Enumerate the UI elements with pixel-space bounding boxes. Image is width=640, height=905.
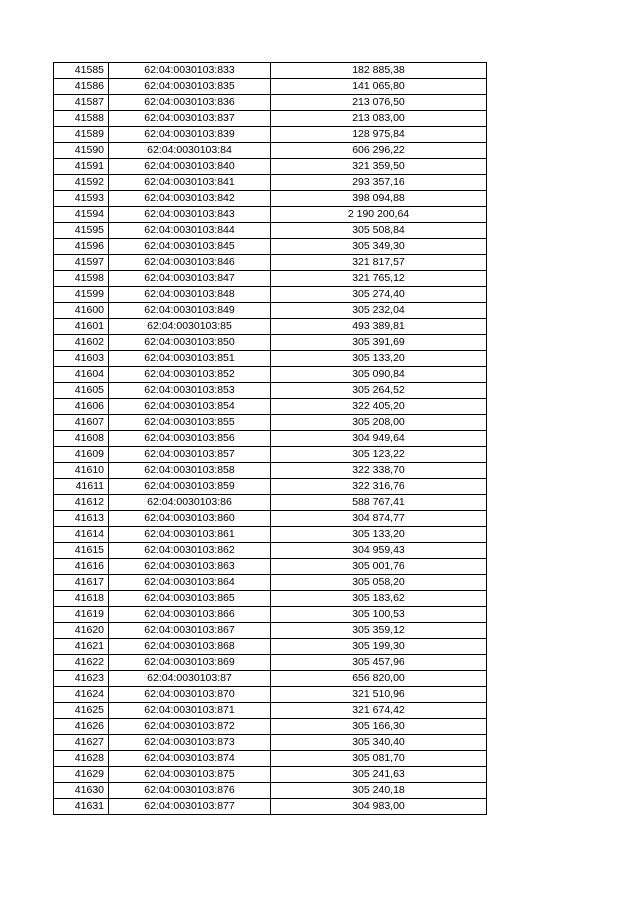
row-number-cell: 41618: [54, 591, 109, 607]
row-number-cell: 41600: [54, 303, 109, 319]
row-number-cell: 41625: [54, 703, 109, 719]
cadastral-value-cell: 322 316,76: [271, 479, 487, 495]
table-row: [54, 591, 487, 607]
row-number-cell: 41592: [54, 175, 109, 191]
cadastral-number-cell: 62:04:0030103:873: [109, 735, 271, 751]
cadastral-number-cell: 62:04:0030103:870: [109, 687, 271, 703]
table-row: [54, 751, 487, 767]
cadastral-number-cell: 62:04:0030103:840: [109, 159, 271, 175]
cadastral-number-cell: 62:04:0030103:851: [109, 351, 271, 367]
cadastral-number-cell: 62:04:0030103:854: [109, 399, 271, 415]
cadastral-number-cell: 62:04:0030103:846: [109, 255, 271, 271]
row-number-cell: 41614: [54, 527, 109, 543]
cadastral-number-cell: 62:04:0030103:837: [109, 111, 271, 127]
table-row: [54, 783, 487, 799]
table-row: [54, 703, 487, 719]
table-row: [54, 383, 487, 399]
cadastral-number-cell: 62:04:0030103:858: [109, 463, 271, 479]
cadastral-value-cell: 305 457,96: [271, 655, 487, 671]
row-number-cell: 41612: [54, 495, 109, 511]
row-number-cell: 41597: [54, 255, 109, 271]
table-row: [54, 527, 487, 543]
cadastral-value-cell: 213 076,50: [271, 95, 487, 111]
table-row: [54, 719, 487, 735]
cadastral-number-cell: 62:04:0030103:87: [109, 671, 271, 687]
table-row: [54, 479, 487, 495]
cadastral-value-cell: 305 241,63: [271, 767, 487, 783]
cadastral-number-cell: 62:04:0030103:843: [109, 207, 271, 223]
cadastral-number-cell: 62:04:0030103:875: [109, 767, 271, 783]
row-number-cell: 41609: [54, 447, 109, 463]
cadastral-number-cell: 62:04:0030103:84: [109, 143, 271, 159]
cadastral-number-cell: 62:04:0030103:868: [109, 639, 271, 655]
cadastral-value-cell: 305 081,70: [271, 751, 487, 767]
row-number-cell: 41586: [54, 79, 109, 95]
cadastral-number-cell: 62:04:0030103:86: [109, 495, 271, 511]
table-row: [54, 303, 487, 319]
table-body: [54, 63, 487, 815]
cadastral-value-cell: 322 405,20: [271, 399, 487, 415]
cadastral-value-cell: 305 123,22: [271, 447, 487, 463]
table-row: [54, 207, 487, 223]
cadastral-value-cell: 304 949,64: [271, 431, 487, 447]
cadastral-number-cell: 62:04:0030103:860: [109, 511, 271, 527]
cadastral-number-cell: 62:04:0030103:845: [109, 239, 271, 255]
cadastral-value-table: [53, 62, 487, 815]
row-number-cell: 41630: [54, 783, 109, 799]
row-number-cell: 41593: [54, 191, 109, 207]
row-number-cell: 41628: [54, 751, 109, 767]
row-number-cell: 41617: [54, 575, 109, 591]
cadastral-value-cell: 305 240,18: [271, 783, 487, 799]
table-row: [54, 415, 487, 431]
row-number-cell: 41588: [54, 111, 109, 127]
table-row: [54, 399, 487, 415]
cadastral-value-cell: 305 001,76: [271, 559, 487, 575]
table-row: [54, 447, 487, 463]
cadastral-number-cell: 62:04:0030103:841: [109, 175, 271, 191]
table-row: [54, 671, 487, 687]
row-number-cell: 41605: [54, 383, 109, 399]
row-number-cell: 41607: [54, 415, 109, 431]
table-row: [54, 159, 487, 175]
table-row: [54, 319, 487, 335]
table-row: [54, 639, 487, 655]
cadastral-number-cell: 62:04:0030103:855: [109, 415, 271, 431]
row-number-cell: 41622: [54, 655, 109, 671]
cadastral-value-cell: 141 065,80: [271, 79, 487, 95]
table-row: [54, 271, 487, 287]
cadastral-number-cell: 62:04:0030103:864: [109, 575, 271, 591]
cadastral-number-cell: 62:04:0030103:874: [109, 751, 271, 767]
row-number-cell: 41594: [54, 207, 109, 223]
table-row: [54, 367, 487, 383]
row-number-cell: 41610: [54, 463, 109, 479]
cadastral-number-cell: 62:04:0030103:850: [109, 335, 271, 351]
cadastral-value-cell: 305 133,20: [271, 527, 487, 543]
table-row: [54, 79, 487, 95]
cadastral-value-cell: 305 274,40: [271, 287, 487, 303]
cadastral-value-cell: 305 391,69: [271, 335, 487, 351]
cadastral-value-cell: 322 338,70: [271, 463, 487, 479]
cadastral-number-cell: 62:04:0030103:872: [109, 719, 271, 735]
row-number-cell: 41591: [54, 159, 109, 175]
cadastral-number-cell: 62:04:0030103:848: [109, 287, 271, 303]
table-row: [54, 143, 487, 159]
row-number-cell: 41596: [54, 239, 109, 255]
row-number-cell: 41631: [54, 799, 109, 815]
cadastral-value-cell: 304 959,43: [271, 543, 487, 559]
row-number-cell: 41590: [54, 143, 109, 159]
cadastral-number-cell: 62:04:0030103:836: [109, 95, 271, 111]
cadastral-number-cell: 62:04:0030103:856: [109, 431, 271, 447]
cadastral-number-cell: 62:04:0030103:849: [109, 303, 271, 319]
cadastral-number-cell: 62:04:0030103:85: [109, 319, 271, 335]
table-row: [54, 655, 487, 671]
cadastral-value-cell: 305 100,53: [271, 607, 487, 623]
cadastral-value-cell: 305 183,62: [271, 591, 487, 607]
cadastral-value-cell: 305 090,84: [271, 367, 487, 383]
cadastral-number-cell: 62:04:0030103:869: [109, 655, 271, 671]
table-row: [54, 575, 487, 591]
cadastral-number-cell: 62:04:0030103:852: [109, 367, 271, 383]
table-row: [54, 95, 487, 111]
table-row: [54, 351, 487, 367]
table-row: [54, 767, 487, 783]
table-row: [54, 511, 487, 527]
table-row: [54, 735, 487, 751]
table-row: [54, 335, 487, 351]
table-row: [54, 287, 487, 303]
row-number-cell: 41627: [54, 735, 109, 751]
row-number-cell: 41599: [54, 287, 109, 303]
cadastral-value-cell: 305 340,40: [271, 735, 487, 751]
cadastral-value-cell: 606 296,22: [271, 143, 487, 159]
table-row: [54, 799, 487, 815]
row-number-cell: 41603: [54, 351, 109, 367]
cadastral-value-cell: 305 232,04: [271, 303, 487, 319]
cadastral-value-cell: 493 389,81: [271, 319, 487, 335]
cadastral-number-cell: 62:04:0030103:844: [109, 223, 271, 239]
table-row: [54, 127, 487, 143]
cadastral-number-cell: 62:04:0030103:861: [109, 527, 271, 543]
cadastral-number-cell: 62:04:0030103:877: [109, 799, 271, 815]
cadastral-value-cell: 213 083,00: [271, 111, 487, 127]
cadastral-value-cell: 128 975,84: [271, 127, 487, 143]
cadastral-value-cell: 321 510,96: [271, 687, 487, 703]
row-number-cell: 41601: [54, 319, 109, 335]
row-number-cell: 41623: [54, 671, 109, 687]
row-number-cell: 41598: [54, 271, 109, 287]
cadastral-number-cell: 62:04:0030103:863: [109, 559, 271, 575]
cadastral-value-cell: 304 874,77: [271, 511, 487, 527]
cadastral-number-cell: 62:04:0030103:842: [109, 191, 271, 207]
cadastral-value-cell: 305 264,52: [271, 383, 487, 399]
row-number-cell: 41604: [54, 367, 109, 383]
table-row: [54, 63, 487, 79]
table-row: [54, 223, 487, 239]
cadastral-number-cell: 62:04:0030103:865: [109, 591, 271, 607]
row-number-cell: 41624: [54, 687, 109, 703]
cadastral-value-cell: 305 166,30: [271, 719, 487, 735]
cadastral-value-cell: 305 208,00: [271, 415, 487, 431]
cadastral-value-cell: 182 885,38: [271, 63, 487, 79]
cadastral-value-cell: 304 983,00: [271, 799, 487, 815]
cadastral-value-cell: 305 508,84: [271, 223, 487, 239]
cadastral-number-cell: 62:04:0030103:871: [109, 703, 271, 719]
table-row: [54, 239, 487, 255]
row-number-cell: 41585: [54, 63, 109, 79]
cadastral-number-cell: 62:04:0030103:853: [109, 383, 271, 399]
cadastral-value-cell: 293 357,16: [271, 175, 487, 191]
table-row: [54, 495, 487, 511]
cadastral-value-cell: 656 820,00: [271, 671, 487, 687]
row-number-cell: 41608: [54, 431, 109, 447]
cadastral-value-cell: 588 767,41: [271, 495, 487, 511]
cadastral-value-cell: 2 190 200,64: [271, 207, 487, 223]
table-row: [54, 463, 487, 479]
row-number-cell: 41616: [54, 559, 109, 575]
table-row: [54, 559, 487, 575]
cadastral-value-cell: 398 094,88: [271, 191, 487, 207]
table-row: [54, 111, 487, 127]
cadastral-number-cell: 62:04:0030103:835: [109, 79, 271, 95]
row-number-cell: 41621: [54, 639, 109, 655]
row-number-cell: 41620: [54, 623, 109, 639]
row-number-cell: 41602: [54, 335, 109, 351]
cadastral-value-cell: 305 349,30: [271, 239, 487, 255]
row-number-cell: 41615: [54, 543, 109, 559]
cadastral-number-cell: 62:04:0030103:847: [109, 271, 271, 287]
cadastral-value-cell: 321 817,57: [271, 255, 487, 271]
table-row: [54, 543, 487, 559]
table-row: [54, 623, 487, 639]
cadastral-value-cell: 305 199,30: [271, 639, 487, 655]
cadastral-number-cell: 62:04:0030103:866: [109, 607, 271, 623]
cadastral-value-cell: 305 133,20: [271, 351, 487, 367]
cadastral-value-cell: 305 359,12: [271, 623, 487, 639]
table-row: [54, 191, 487, 207]
row-number-cell: 41606: [54, 399, 109, 415]
row-number-cell: 41587: [54, 95, 109, 111]
cadastral-value-cell: 321 765,12: [271, 271, 487, 287]
cadastral-number-cell: 62:04:0030103:857: [109, 447, 271, 463]
cadastral-number-cell: 62:04:0030103:839: [109, 127, 271, 143]
cadastral-number-cell: 62:04:0030103:862: [109, 543, 271, 559]
row-number-cell: 41626: [54, 719, 109, 735]
cadastral-value-cell: 305 058,20: [271, 575, 487, 591]
cadastral-number-cell: 62:04:0030103:876: [109, 783, 271, 799]
row-number-cell: 41619: [54, 607, 109, 623]
cadastral-value-cell: 321 674,42: [271, 703, 487, 719]
cadastral-number-cell: 62:04:0030103:867: [109, 623, 271, 639]
row-number-cell: 41611: [54, 479, 109, 495]
table-row: [54, 175, 487, 191]
row-number-cell: 41613: [54, 511, 109, 527]
cadastral-number-cell: 62:04:0030103:833: [109, 63, 271, 79]
table-row: [54, 687, 487, 703]
table-row: [54, 255, 487, 271]
cadastral-number-cell: 62:04:0030103:859: [109, 479, 271, 495]
table-row: [54, 607, 487, 623]
row-number-cell: 41629: [54, 767, 109, 783]
cadastral-value-cell: 321 359,50: [271, 159, 487, 175]
table-row: [54, 431, 487, 447]
row-number-cell: 41589: [54, 127, 109, 143]
row-number-cell: 41595: [54, 223, 109, 239]
